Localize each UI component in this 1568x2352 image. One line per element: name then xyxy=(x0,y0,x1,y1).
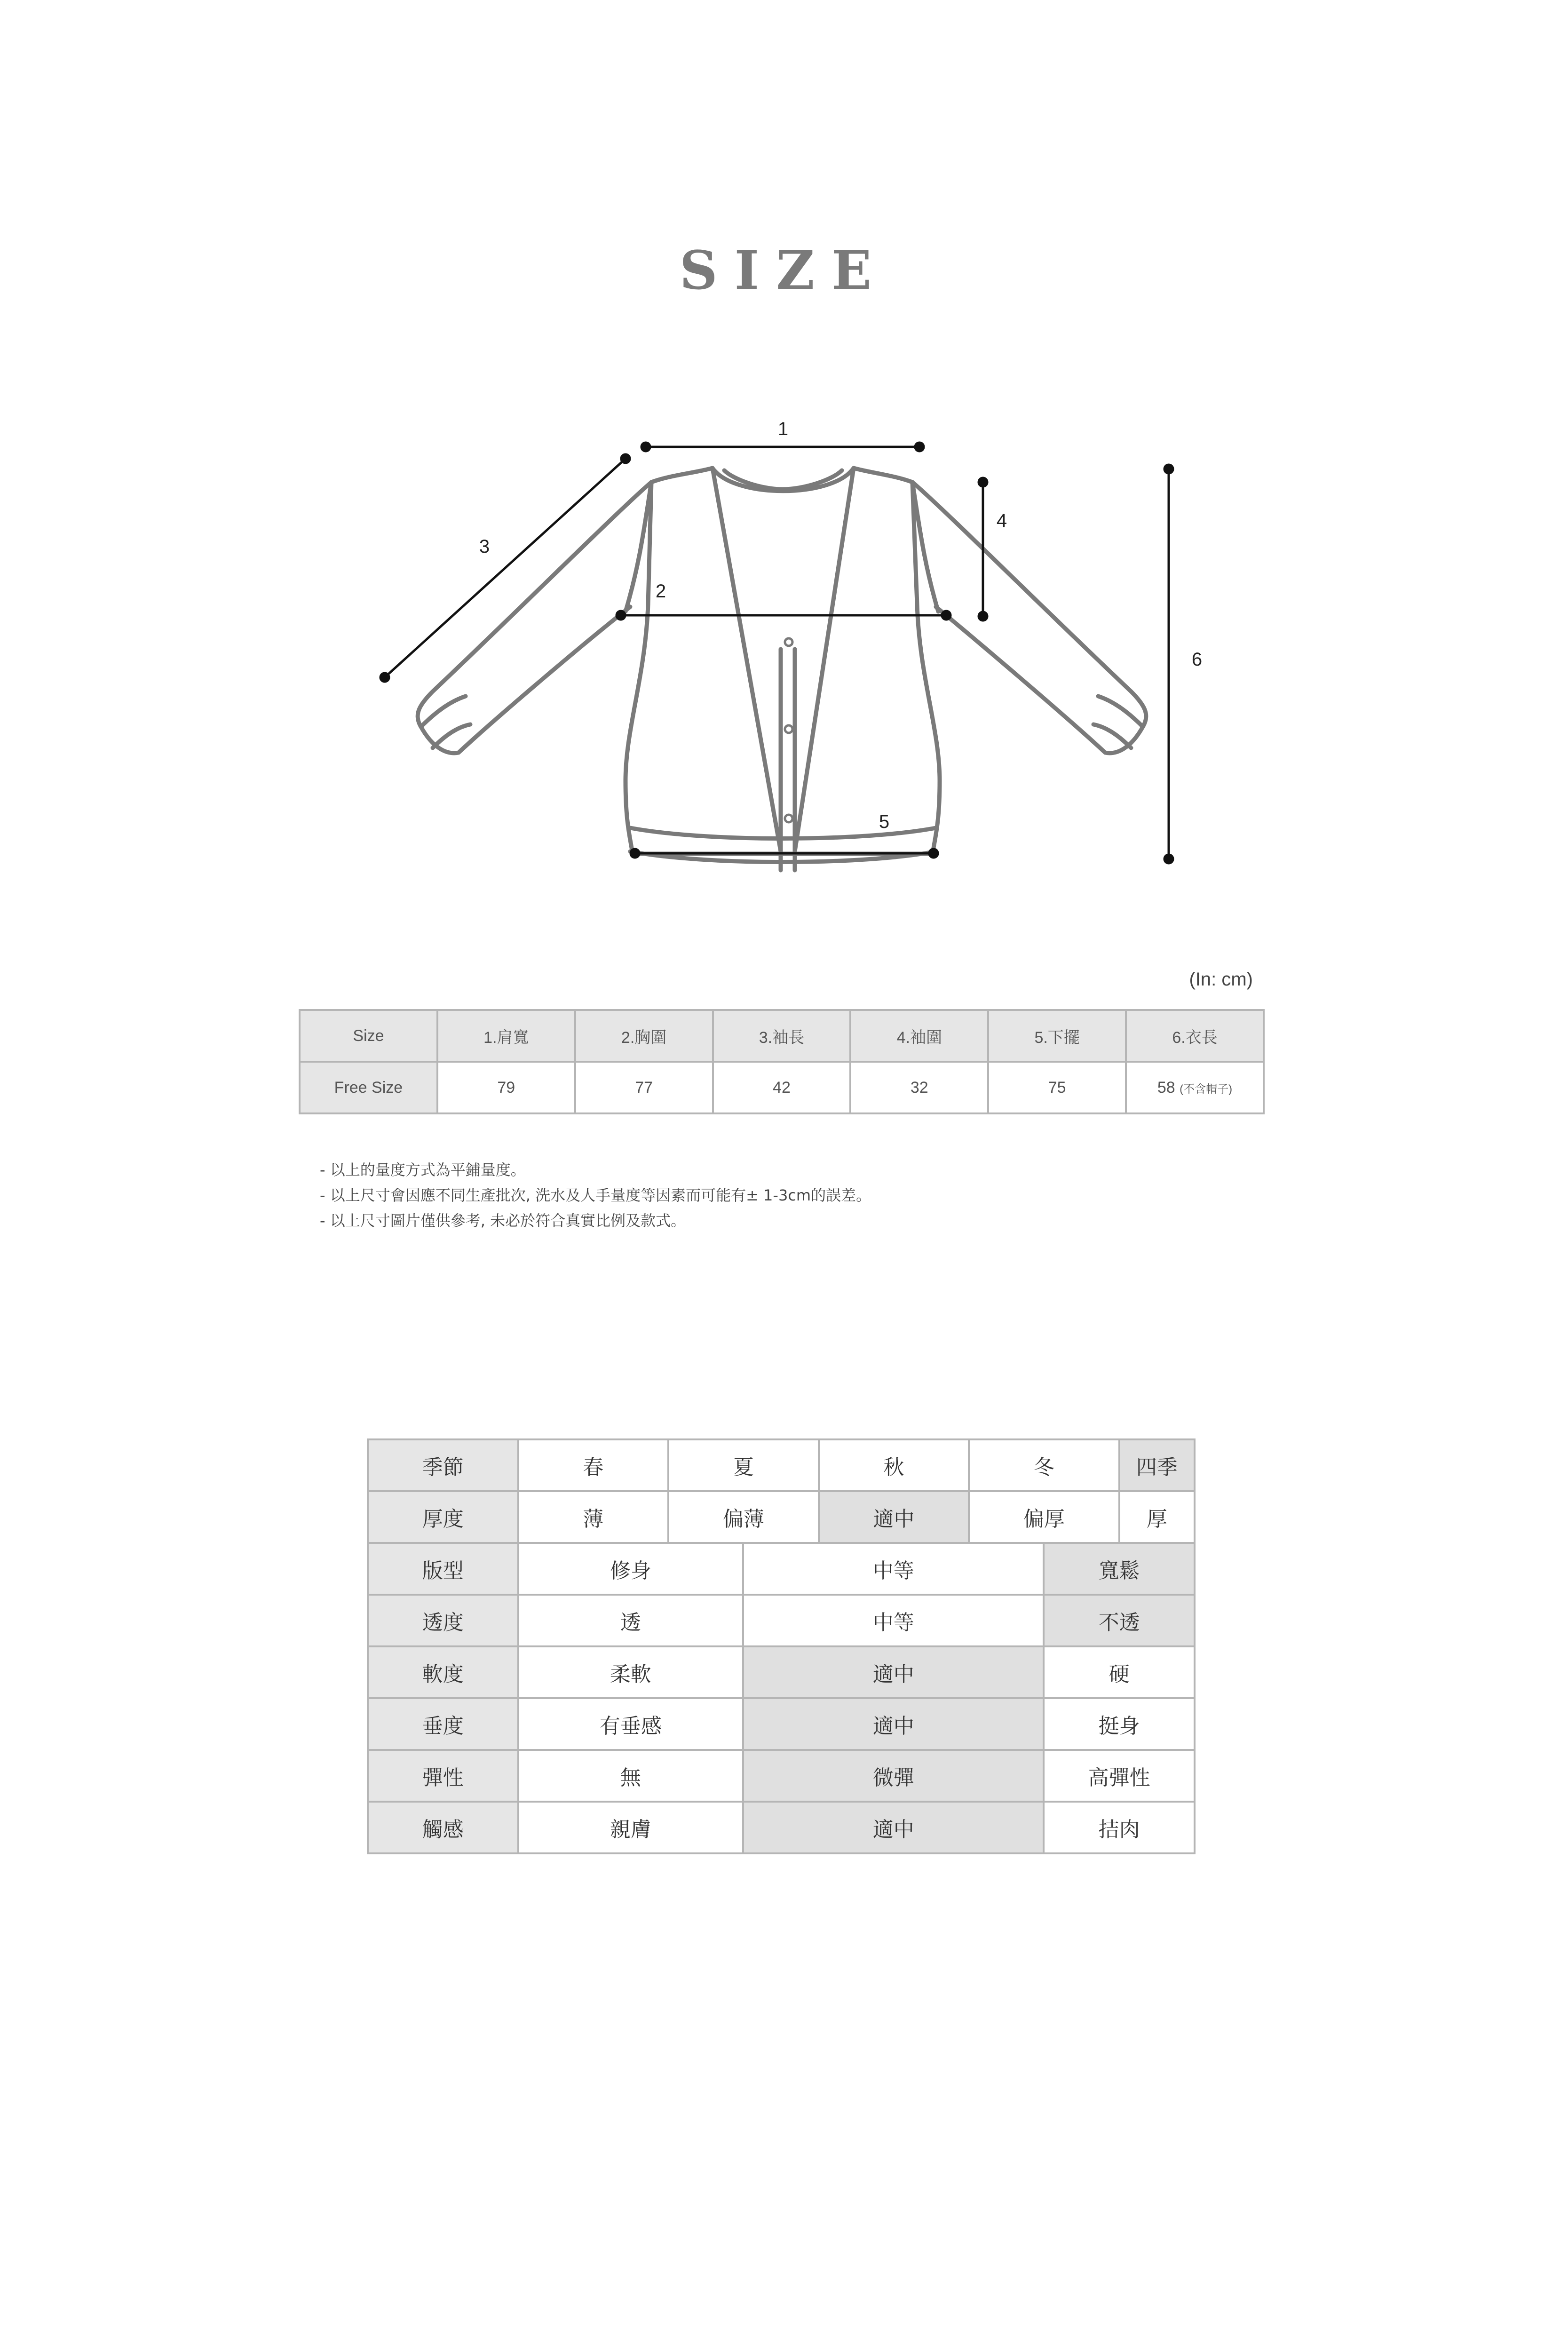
option-cell: 無 xyxy=(518,1750,744,1802)
label-4: 4 xyxy=(996,510,1007,531)
option-cell: 厚 xyxy=(1119,1491,1195,1543)
option-cell: 拮肉 xyxy=(1044,1802,1195,1853)
option-cell: 偏薄 xyxy=(668,1491,819,1543)
fabric-table xyxy=(367,1438,1196,1854)
row-drape xyxy=(368,1698,1195,1750)
option-cell-selected: 微彈 xyxy=(743,1750,1044,1802)
header-cell: 6.衣長 xyxy=(1126,1010,1264,1062)
option-cell-selected: 寬鬆 xyxy=(1044,1543,1195,1595)
label-1: 1 xyxy=(777,419,789,439)
option-cell: 偏厚 xyxy=(969,1491,1119,1543)
note-line: - 以上尺寸圖片僅供參考, 未必於符合真實比例及款式。 xyxy=(320,1212,686,1230)
option-cell-selected: 四季 xyxy=(1119,1439,1195,1491)
size-name: Free Size xyxy=(300,1062,437,1113)
row-season xyxy=(368,1439,1195,1491)
option-cell: 冬 xyxy=(969,1439,1119,1491)
label-2: 2 xyxy=(655,581,666,602)
option-cell-selected: 適中 xyxy=(743,1698,1044,1750)
length-note: (不含帽子) xyxy=(1180,1082,1233,1096)
row-label: 垂度 xyxy=(368,1698,518,1750)
row-fit xyxy=(368,1543,1195,1595)
value-cell: 77 xyxy=(575,1062,713,1113)
option-cell: 夏 xyxy=(668,1439,819,1491)
label-6: 6 xyxy=(1191,649,1203,670)
header-cell: 5.下擺 xyxy=(988,1010,1126,1062)
row-softness xyxy=(368,1646,1195,1698)
row-label: 觸感 xyxy=(368,1802,518,1853)
row-label: 透度 xyxy=(368,1595,518,1646)
row-thickness xyxy=(368,1491,1195,1543)
note-line: - 以上尺寸會因應不同生產批次, 洗水及人手量度等因素而可能有± 1-3cm的誤差。 xyxy=(320,1186,871,1204)
option-cell: 秋 xyxy=(819,1439,969,1491)
option-cell-selected: 適中 xyxy=(743,1646,1044,1698)
row-touch xyxy=(368,1802,1195,1853)
label-5: 5 xyxy=(879,811,890,832)
option-cell: 透 xyxy=(518,1595,744,1646)
option-cell-selected: 不透 xyxy=(1044,1595,1195,1646)
table-row xyxy=(300,1062,1264,1113)
option-cell: 薄 xyxy=(518,1491,669,1543)
option-cell: 有垂感 xyxy=(518,1698,744,1750)
option-cell: 修身 xyxy=(518,1543,744,1595)
size-table-header xyxy=(300,1010,1264,1062)
button xyxy=(785,725,792,733)
note-line: - 以上的量度方式為平鋪量度。 xyxy=(320,1161,526,1179)
button xyxy=(785,815,792,822)
unit-label: (In: cm) xyxy=(1189,969,1253,990)
notes xyxy=(320,1157,871,1233)
label-3: 3 xyxy=(479,536,490,557)
option-cell: 中等 xyxy=(743,1595,1044,1646)
size-table xyxy=(299,1009,1265,1114)
value-cell: 32 xyxy=(850,1062,988,1113)
option-cell-selected: 適中 xyxy=(743,1802,1044,1853)
option-cell: 挺身 xyxy=(1044,1698,1195,1750)
option-cell: 中等 xyxy=(743,1543,1044,1595)
row-transparency xyxy=(368,1595,1195,1646)
header-cell: 3.袖長 xyxy=(713,1010,851,1062)
row-label: 版型 xyxy=(368,1543,518,1595)
option-cell: 柔軟 xyxy=(518,1646,744,1698)
row-label: 厚度 xyxy=(368,1491,518,1543)
measure-line-3 xyxy=(385,459,626,677)
row-label: 彈性 xyxy=(368,1750,518,1802)
value-cell-length xyxy=(1126,1062,1264,1113)
option-cell: 高彈性 xyxy=(1044,1750,1195,1802)
row-elasticity xyxy=(368,1750,1195,1802)
option-cell: 親膚 xyxy=(518,1802,744,1853)
value-cell: 42 xyxy=(713,1062,851,1113)
header-cell: 1.肩寬 xyxy=(437,1010,575,1062)
length-value: 58 xyxy=(1157,1078,1175,1097)
option-cell: 春 xyxy=(518,1439,669,1491)
button xyxy=(785,638,792,646)
value-cell: 75 xyxy=(988,1062,1126,1113)
row-label: 季節 xyxy=(368,1439,518,1491)
page-title: SIZE xyxy=(679,240,889,302)
header-cell: Size xyxy=(300,1010,437,1062)
option-cell: 硬 xyxy=(1044,1646,1195,1698)
option-cell-selected: 適中 xyxy=(819,1491,969,1543)
value-cell: 79 xyxy=(437,1062,575,1113)
header-cell: 2.胸圍 xyxy=(575,1010,713,1062)
header-cell: 4.袖圍 xyxy=(850,1010,988,1062)
garment-diagram xyxy=(0,0,1568,941)
row-label: 軟度 xyxy=(368,1646,518,1698)
